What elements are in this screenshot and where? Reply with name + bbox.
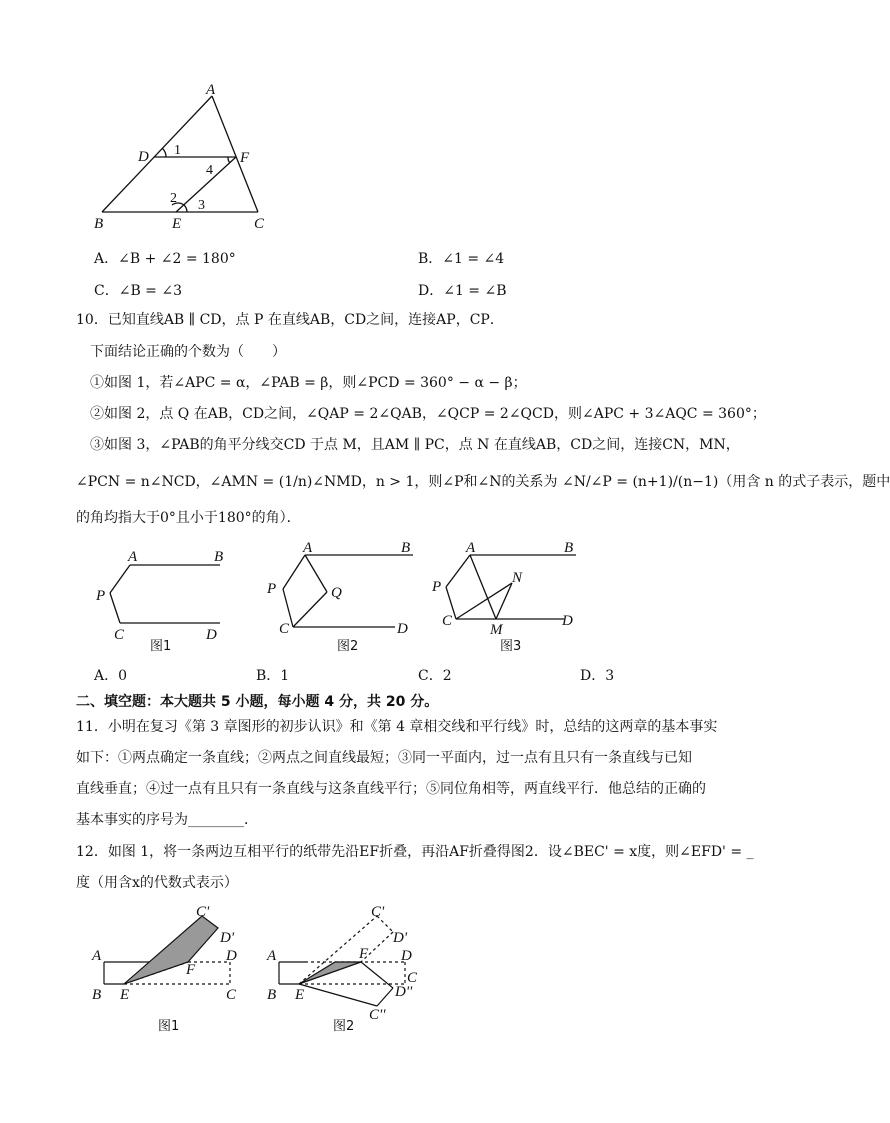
q10-figure-2 (265, 537, 415, 657)
point-c-label: C (279, 621, 290, 637)
point-b-label: B (564, 540, 574, 556)
point-d-double-prime-label: D'' (395, 984, 413, 1000)
point-c-label: C (254, 216, 265, 232)
point-e-label: E (172, 216, 182, 232)
figure-caption: 图1 (158, 1019, 180, 1034)
point-c-label: C (442, 613, 453, 629)
shaded-triangle (299, 962, 361, 984)
q10-option-a[interactable]: A．0 (94, 668, 128, 684)
q12-figure-1 (90, 902, 250, 1042)
line-ap (283, 555, 305, 589)
point-b-label: B (267, 987, 277, 1003)
point-p-label: P (96, 588, 106, 604)
q9-option-a[interactable]: A．∠B + ∠2 = 180° (94, 251, 236, 267)
q11-line-1: 11．小明在复习《第 3 章图形的初步认识》和《第 4 章相交线和平行线》时，总结的这两章的基本事实 (76, 719, 718, 735)
q10-option-b[interactable]: B．1 (256, 668, 290, 684)
q10-line-1: 10．已知直线AB ∥ CD，点 P 在直线AB，CD之间，连接AP，CP． (76, 312, 504, 328)
q9-option-d[interactable]: D．∠1 = ∠B (418, 283, 507, 299)
point-p-label: P (267, 581, 277, 597)
point-b-label: B (92, 987, 102, 1003)
q10-line-4: ②如图 2，点 Q 在AB，CD之间，∠QAP = 2∠QAB，∠QCP = 2∠QCD，则∠APC + 3∠AQC = 360°； (90, 406, 766, 422)
point-d-label: D (562, 613, 573, 629)
q9-option-b[interactable]: B．∠1 = ∠4 (418, 251, 505, 267)
point-c-prime-label: C' (196, 904, 210, 920)
q10-line-2: 下面结论正确的个数为（ ） (90, 344, 286, 360)
section-heading: 二、填空题：本大题共 5 小题，每小题 4 分，共 20 分。 (76, 694, 439, 710)
point-a-label: A (466, 540, 476, 556)
point-c-label: C (226, 987, 237, 1003)
angle-1-arc (162, 148, 166, 157)
q12-line-1: 12．如图 1，将一条两边互相平行的纸带先沿EF折叠，再沿AF折叠得图2．设∠BEC' = x度，则∠EFD' = _ (76, 844, 754, 860)
point-f-label: F (186, 962, 196, 978)
point-c-double-prime-label: C'' (369, 1007, 386, 1023)
triangle-figure (90, 82, 290, 232)
point-c-label: C (114, 627, 125, 643)
q11-line-4: 基本事实的序号为________． (76, 812, 258, 828)
point-d-label: D (138, 149, 149, 165)
q9-option-c[interactable]: C．∠B = ∠3 (94, 283, 182, 299)
point-p-label: P (432, 579, 442, 595)
q10-figure-1 (90, 545, 230, 657)
point-d-label: D (401, 948, 412, 964)
q11-line-2: 如下：①两点确定一条直线；②两点之间直线最短；③同一平面内，过一点有且只有一条直线与已知 (76, 750, 692, 766)
q10-option-c[interactable]: C．2 (418, 668, 452, 684)
figure-caption: 图1 (150, 639, 172, 654)
angle-4-label: 4 (206, 163, 213, 178)
point-a-label: A (303, 540, 313, 556)
point-a-label: A (92, 948, 102, 964)
point-b-label: B (401, 540, 411, 556)
point-d-label: D (397, 621, 408, 637)
point-b-label: B (94, 216, 104, 232)
angle-1-label: 1 (174, 143, 181, 158)
line-ap (446, 555, 470, 587)
point-c-prime-label: C' (371, 904, 385, 920)
point-d-label: D (206, 627, 217, 643)
point-d-prime-label: D' (393, 930, 408, 946)
line-e-c2 (299, 984, 377, 1006)
point-c-label: C (407, 970, 418, 986)
line-c2-d2 (377, 988, 393, 1006)
figure-caption: 图3 (500, 639, 522, 654)
point-e-label: E (295, 987, 305, 1003)
q10-line-6: ∠PCN = n∠NCD，∠AMN = (1/n)∠NMD，n > 1，则∠P和∠N的关系为 ∠N/∠P = (n+1)/(n−1)（用含 n 的式子表示，题中 (76, 474, 890, 490)
angle-4-arc (228, 157, 230, 163)
line-pc (110, 593, 120, 623)
line-aq (305, 555, 327, 592)
angle-3-arc (184, 205, 187, 212)
q10-figure-3 (428, 537, 588, 657)
point-m-label: M (490, 622, 503, 638)
line-am (470, 555, 496, 619)
q11-line-3: 直线垂直；④过一点有且只有一条直线与这条直线平行；⑤同位角相等，两直线平行．他总结的正确的 (76, 781, 706, 797)
line-ac (212, 96, 258, 212)
point-a-label: A (206, 82, 216, 98)
point-n-label: N (512, 570, 523, 586)
q12-figure-2 (265, 902, 435, 1042)
angle-2-label: 2 (170, 191, 177, 206)
q12-line-2: 度（用含x的代数式表示） (76, 875, 238, 891)
line-ap (110, 565, 130, 593)
point-f-label: F (359, 946, 369, 962)
point-a-label: A (267, 948, 277, 964)
point-b-label: B (214, 549, 224, 565)
q10-option-d[interactable]: D．3 (580, 668, 615, 684)
figure-caption: 图2 (337, 639, 359, 654)
figure-caption: 图2 (333, 1019, 355, 1034)
q10-line-7: 的角均指大于0°且小于180°的角）． (76, 510, 301, 526)
angle-3-label: 3 (198, 198, 205, 213)
point-d-label: D (226, 948, 237, 964)
point-q-label: Q (331, 585, 342, 601)
point-a-label: A (128, 549, 138, 565)
folded-strip (124, 916, 218, 984)
point-d-prime-label: D' (220, 930, 235, 946)
point-f-label: F (240, 150, 250, 166)
line-qc (293, 592, 327, 627)
q10-line-5: ③如图 3，∠PAB的角平分线交CD 于点 M，且AM ∥ PC，点 N 在直线AB，CD之间，连接CN，MN， (90, 437, 740, 453)
point-e-label: E (120, 987, 130, 1003)
q10-line-3: ①如图 1，若∠APC = α，∠PAB = β，则∠PCD = 360° − α − β； (90, 375, 527, 391)
